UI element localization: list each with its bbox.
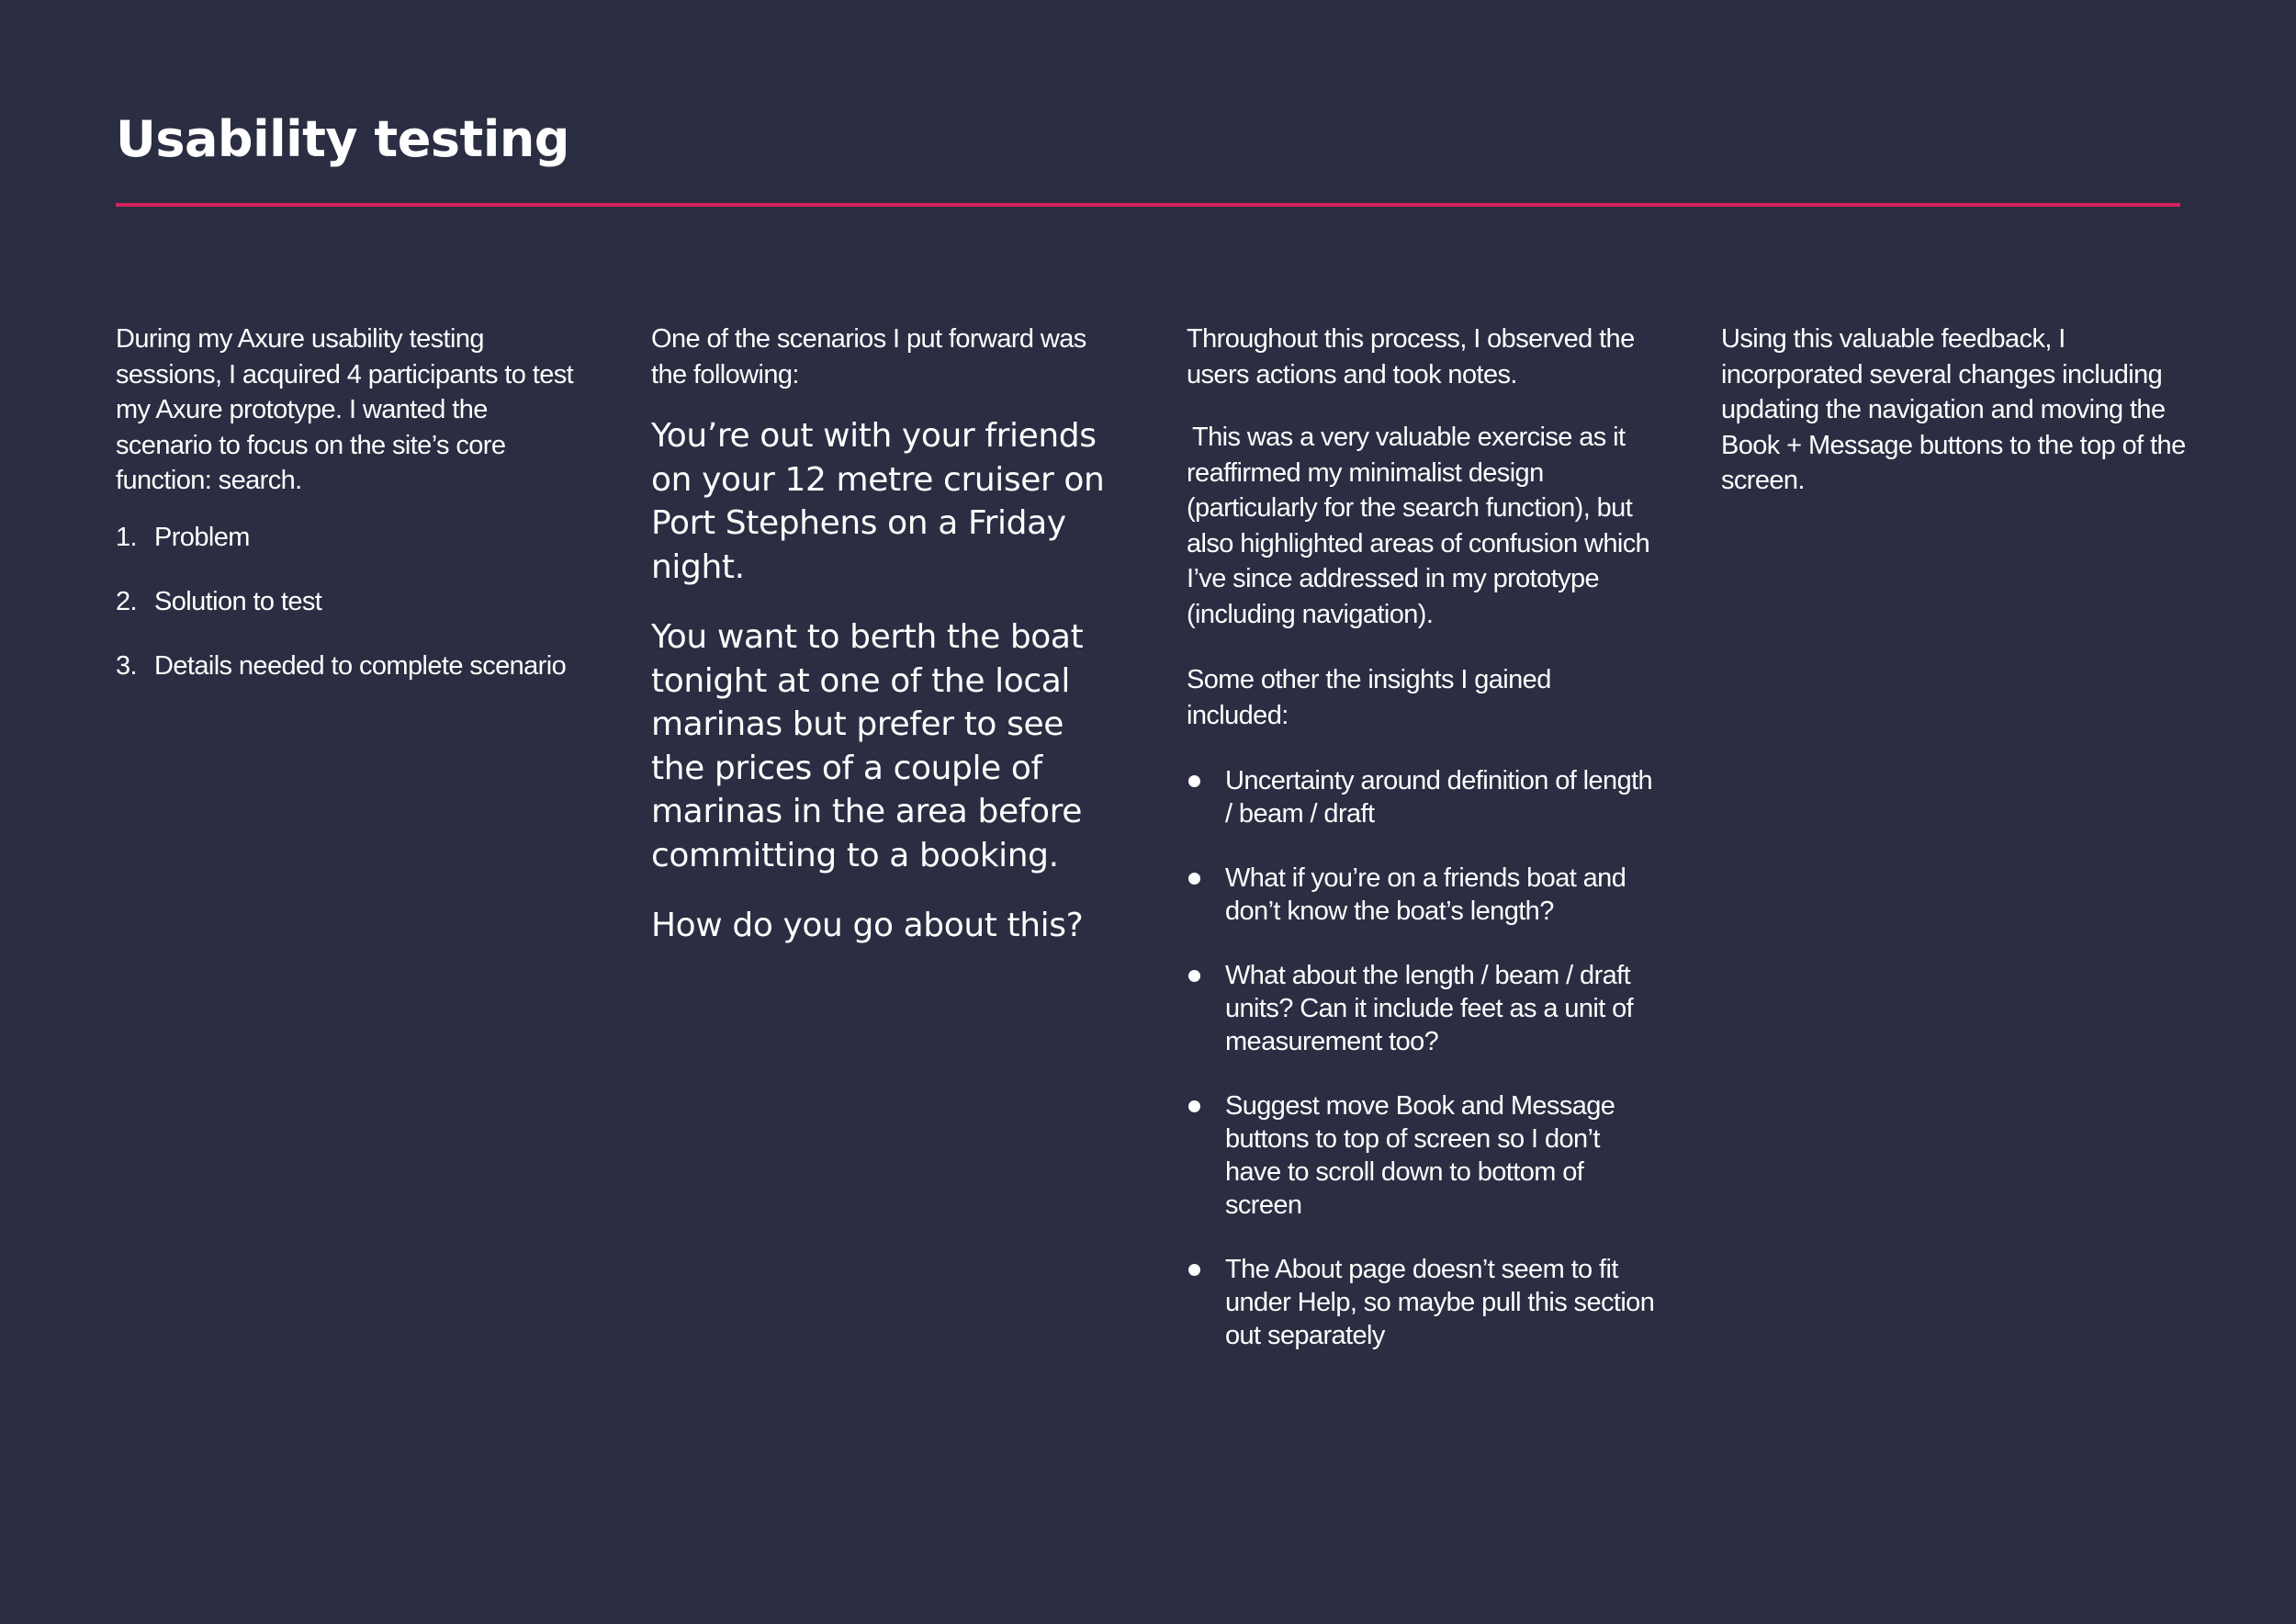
- bullet-icon: [1188, 873, 1200, 885]
- list-text: Problem: [154, 522, 250, 552]
- bullet-icon: [1188, 1100, 1200, 1112]
- scenario-intro: One of the scenarios I put forward was the following:: [651, 324, 1086, 389]
- insight-text: What if you’re on a friends boat and don’t know the boat’s length?: [1225, 863, 1626, 926]
- list-item: [1187, 862, 1655, 928]
- list-number: 1.: [116, 522, 137, 552]
- list-item: [1187, 959, 1655, 1058]
- list-number: 2.: [116, 586, 137, 616]
- observation-paragraph: This was a very valuable exercise as it reaffirmed my minimalist design (particularly for the search function), but also highlighted areas of confusion which I’ve since addressed in my prototype (including navigation).: [1187, 423, 1650, 629]
- bullet-icon: [1188, 970, 1200, 982]
- list-item: [1187, 1253, 1655, 1352]
- list-number: 3.: [116, 650, 137, 681]
- list-item: [1187, 1089, 1655, 1222]
- insights-intro: Some other the insights I gained included:: [1187, 665, 1551, 730]
- observation-paragraph: Throughout this process, I observed the users actions and took notes.: [1187, 324, 1635, 389]
- list-text: Details needed to complete scenario: [154, 650, 567, 681]
- column-scenario: [651, 321, 1120, 948]
- column-observations: [1187, 321, 1655, 1383]
- insight-text: Suggest move Book and Message buttons to top of screen so I don’t have to scroll down to bottom of screen: [1225, 1091, 1615, 1220]
- insights-list: [1187, 764, 1655, 1352]
- scenario-paragraph: You want to berth the boat tonight at one of the local marinas but prefer to see the prices of a couple of marinas in the area before committing to a booking.: [651, 618, 1084, 874]
- list-text: Solution to test: [154, 586, 322, 616]
- list-item: [1187, 764, 1655, 830]
- insight-text: The About page doesn’t seem to fit under Help, so maybe pull this section out separately: [1225, 1255, 1655, 1350]
- insight-text: What about the length / beam / draft units? Can it include feet as a unit of measurement too?: [1225, 961, 1634, 1056]
- bullet-icon: [1188, 1264, 1200, 1276]
- column-changes: [1721, 321, 2189, 499]
- title-divider: [116, 203, 2180, 207]
- column-method: [116, 321, 584, 714]
- insight-text: Uncertainty around definition of length / beam / draft: [1225, 766, 1653, 829]
- scenario-structure-list: [116, 521, 584, 682]
- page-title: Usability testing: [116, 110, 569, 168]
- method-intro: During my Axure usability testing sessions, I acquired 4 participants to test my Axure prototype. I wanted the scenario to focus on the site’s core function: search.: [116, 324, 574, 495]
- bullet-icon: [1188, 775, 1200, 787]
- list-item: [116, 649, 584, 682]
- list-item: [116, 585, 584, 618]
- scenario-question: How do you go about this?: [651, 907, 1084, 944]
- scenario-paragraph: You’re out with your friends on your 12 metre cruiser on Port Stephens on a Friday night.: [651, 417, 1105, 586]
- changes-paragraph: Using this valuable feedback, I incorporated several changes including updating the navigation and moving the Book + Message buttons to the top of the screen.: [1721, 324, 2186, 495]
- list-item: [116, 521, 584, 554]
